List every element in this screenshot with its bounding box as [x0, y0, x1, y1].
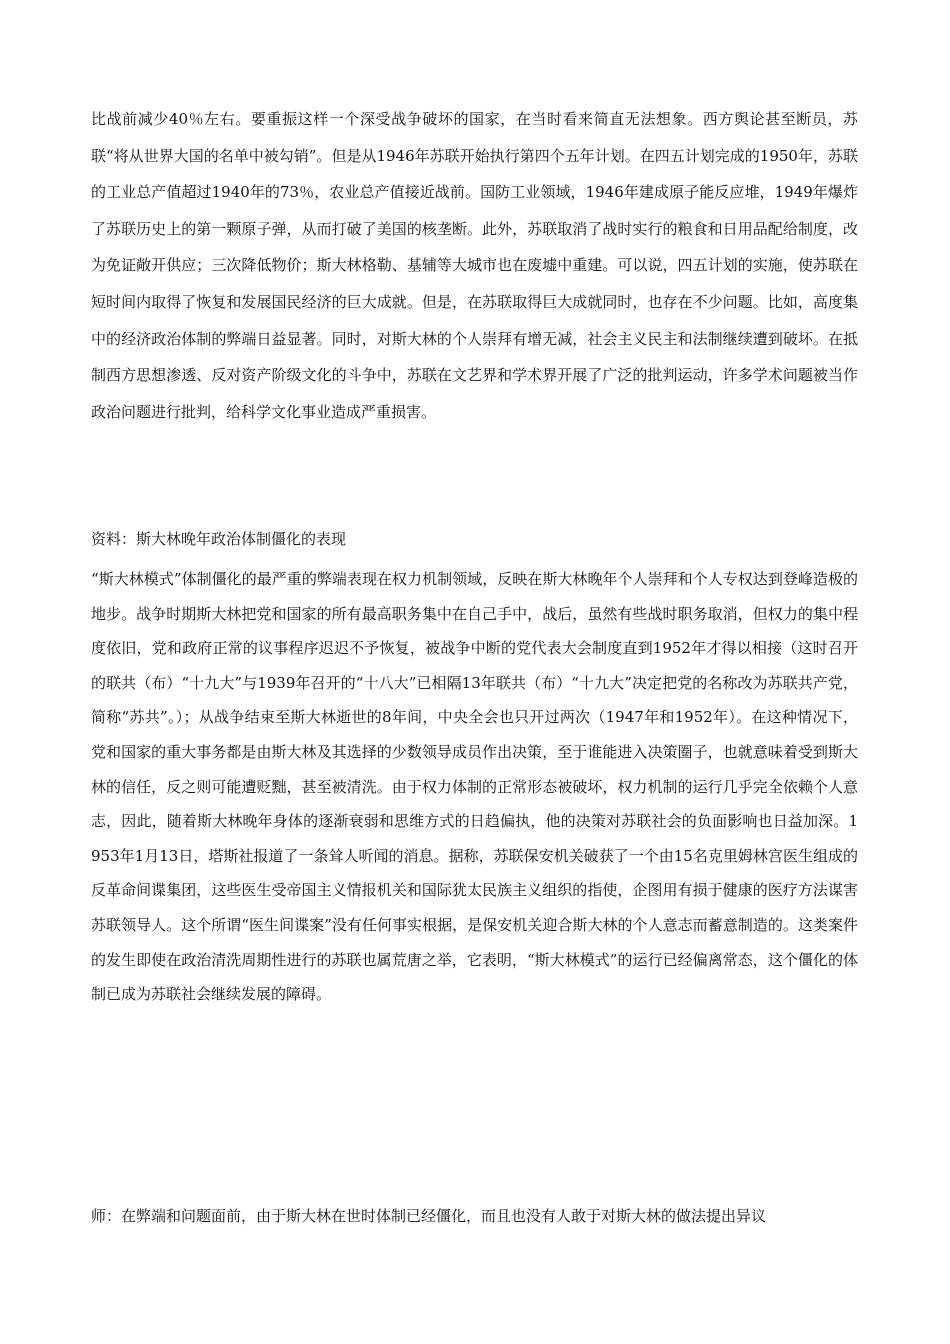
source-paragraph: “斯大林模式”体制僵化的最严重的弊端表现在权力机制领域，反映在斯大林晚年个人崇拜和个人专权达到登峰造极的地步。战争时期斯大林把党和国家的所有最高职务集中在自己手中，战后，虽然有些战时职务取消，但权力的集中程度依旧，党和政府正常的议事程序迟迟不予恢复，被战争中断的党代表大会制度直到1952年才得以相接（这时召开的联共（布）“十九大”与1939年召开的“十八大”已相隔13年联共（布）“十九大”决定把党的名称改为苏联共产党，简称“苏共”。）；从战争结束至斯大林逝世的8年间，中央全会也只开过两次（1947年和1952年）。在这种情况下，党和国家的重大事务都是由斯大林及其选择的少数领导成员作出决策，至于谁能进入决策圈子，也就意味着受到斯大林的信任，反之则可能遭贬黜，甚至被清洗。由于权力体制的正常形态被破坏，权力机制的运行几乎完全依赖个人意志，因此，随着斯大林晚年身体的逐渐衰弱和思维方式的日趋偏执，他的决策对苏联社会的负面影响也日益加深。1953年1月13日，塔斯社报道了一条耸人听闻的消息。据称，苏联保安机关破获了一个由15名克里姆林宫医生组成的反革命间谍集团，这些医生受帝国主义情报机关和国际犹太民族主义组织的指使，企图用有损于健康的医疗方法谋害苏联领导人。这个所谓“医生间谍案”没有任何事实根据，是保安机关迎合斯大林的个人意志而蓄意制造的。这类案件的发生即使在政治清洗周期性进行的苏联也属荒唐之举，它表明，“斯大林模式”的运行已经偏离常态，这个僵化的体制已成为苏联社会继续发展的障碍。: [91, 570, 858, 1004]
teacher-paragraph: 师：在弊端和问题面前，由于斯大林在世时体制已经僵化，而且也没有人敢于对斯大林的做法提出异议: [91, 1207, 767, 1225]
body-paragraph: 比战前减少40％左右。要重振这样一个深受战争破坏的国家，在当时看来简直无法想象。西方舆论甚至断员，苏联“将从世界大国的名单中被勾销”。但是从1946年苏联开始执行第四个五年计划。在四五计划完成的1950年，苏联的工业总产值超过1940年的73％，农业总产值接近战前。国防工业领域，1946年建成原子能反应堆，1949年爆炸了苏联历史上的第一颗原子弹，从而打破了美国的核垄断。此外，苏联取消了战时实行的粮食和日用品配给制度，改为免证敞开供应；三次降低物价；斯大林格勒、基辅等大城市也在废墟中重建。可以说，四五计划的实施，使苏联在短时间内取得了恢复和发展国民经济的巨大成就。但是，在苏联取得巨大成就同时，也存在不少问题。比如，高度集中的经济政治体制的弊端日益显著。同时，对斯大林的个人崇拜有增无减，社会主义民主和法制继续遭到破坏。在抵制西方思想渗透、反对资产阶级文化的斗争中，苏联在文艺界和学术界开展了广泛的批判运动，许多学术问题被当作政治问题进行批判，给科学文化事业造成严重损害。: [91, 110, 858, 421]
source-label: 资料：斯大林晚年政治体制僵化的表现: [91, 530, 347, 548]
